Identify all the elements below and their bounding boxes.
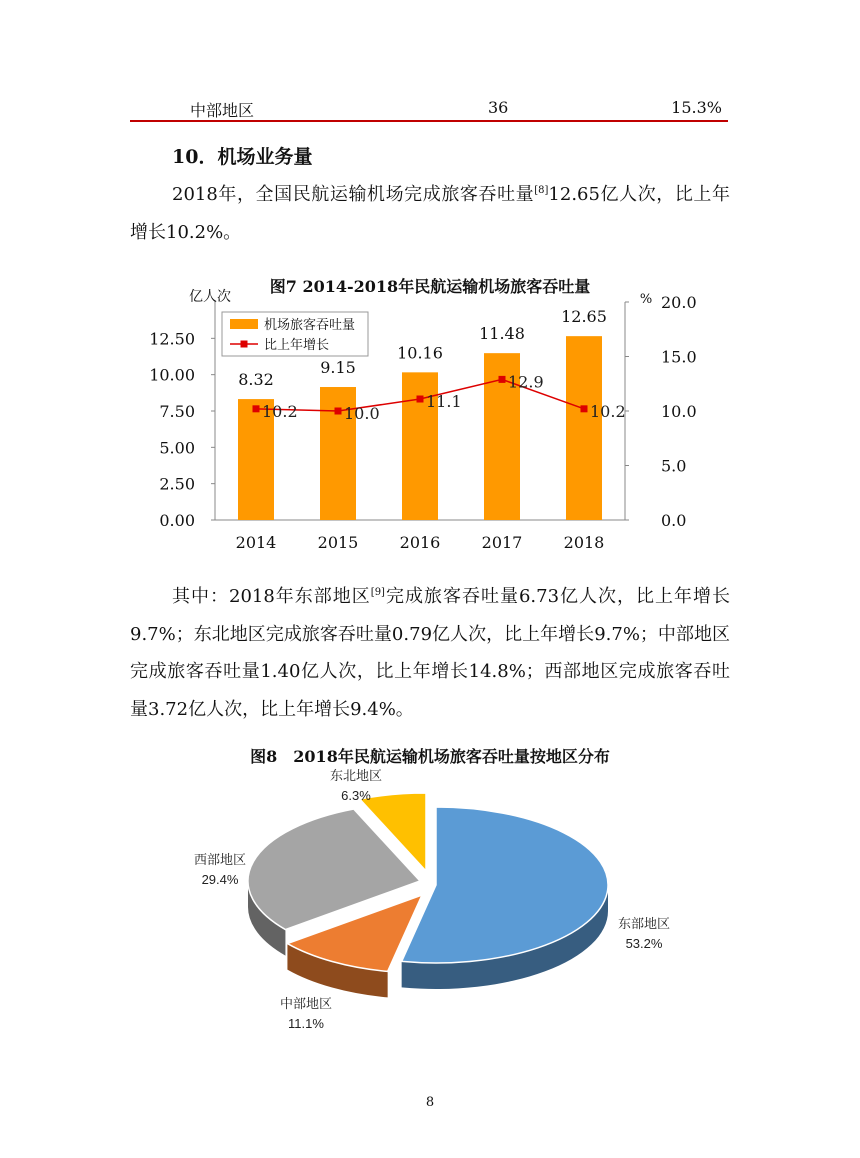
bar-data-label: 12.65 <box>561 307 607 327</box>
y-axis-label: 亿人次 <box>189 289 231 305</box>
line-data-label: 10.0 <box>344 404 380 423</box>
pie-slice-percent: 29.4% <box>201 872 239 887</box>
y-tick-label: 2.50 <box>159 474 195 494</box>
bar-data-label: 11.48 <box>479 324 525 344</box>
bar-data-label: 10.16 <box>397 343 443 363</box>
y2-tick-label: 15.0 <box>661 347 697 367</box>
percent-cell: 15.3% <box>671 98 722 117</box>
page-number: 8 <box>425 1095 435 1110</box>
summary-text: 2018年，全国民航运输机场完成旅客吞吐量 <box>172 184 535 205</box>
summary-text-2: 12.65亿人次，比上年增长10.2%。 <box>130 184 731 243</box>
y-tick-label: 12.50 <box>149 329 195 349</box>
pie-slice-name: 东部地区 <box>617 916 671 931</box>
section-heading: 10．机场业务量 <box>172 146 313 168</box>
line-data-label: 11.1 <box>426 392 462 412</box>
x-tick-label: 2015 <box>317 533 359 552</box>
y2-tick-label: 5.0 <box>661 456 687 476</box>
y-tick-label: 7.50 <box>159 402 195 421</box>
pie-slice-percent: 6.3% <box>341 788 371 803</box>
y-tick-label: 5.00 <box>159 438 195 458</box>
legend-label-line: 比上年增长 <box>264 338 330 353</box>
x-tick-label: 2017 <box>481 533 523 552</box>
legend-label-bar: 机场旅客吞吐量 <box>264 318 356 333</box>
line-data-label: 10.2 <box>262 401 298 421</box>
bar-data-label: 8.32 <box>238 370 274 390</box>
footnote-ref: [9] <box>370 587 385 598</box>
pie-slice-name: 东北地区 <box>329 768 383 783</box>
y2-axis-label: % <box>639 292 653 307</box>
region-cell: 中部地区 <box>190 101 255 120</box>
x-tick-label: 2016 <box>399 533 441 552</box>
regions-text-2: 完成旅客吞吐量6.73亿人次，比上年增长9.7%；东北地区完成旅客吞吐量0.79亿人次，比上年增长9.7%；中部地区完成旅客吞吐量1.40亿人次，比上年增长14.8%；西部地区完成旅客吞吐量3.72亿人次，比上年增长9.4%。 <box>130 586 731 720</box>
pie-slice-name: 西部地区 <box>193 852 247 867</box>
y2-tick-label: 0.0 <box>661 511 687 530</box>
y-tick-label: 10.00 <box>149 365 195 385</box>
x-tick-label: 2014 <box>235 533 277 552</box>
pie-chart-title: 图8 2018年民航运输机场旅客吞吐量按地区分布 <box>250 747 610 766</box>
footnote-ref: [8] <box>534 185 549 196</box>
chart-title: 图7 2014-2018年民航运输机场旅客吞吐量 <box>269 277 591 296</box>
y2-tick-label: 20.0 <box>661 293 697 312</box>
pie-slice-percent: 53.2% <box>625 936 663 951</box>
pie-slice-percent: 11.1% <box>288 1016 324 1031</box>
regions-text: 其中：2018年东部地区 <box>172 586 371 607</box>
count-cell: 36 <box>488 98 509 117</box>
y2-tick-label: 10.0 <box>661 402 697 421</box>
line-data-label: 10.2 <box>590 401 626 421</box>
y-tick-label: 0.00 <box>159 511 195 530</box>
line-data-label: 12.9 <box>508 372 544 392</box>
x-tick-label: 2018 <box>563 533 605 552</box>
bar-data-label: 9.15 <box>320 358 356 378</box>
pie-slice-name: 中部地区 <box>279 996 333 1011</box>
